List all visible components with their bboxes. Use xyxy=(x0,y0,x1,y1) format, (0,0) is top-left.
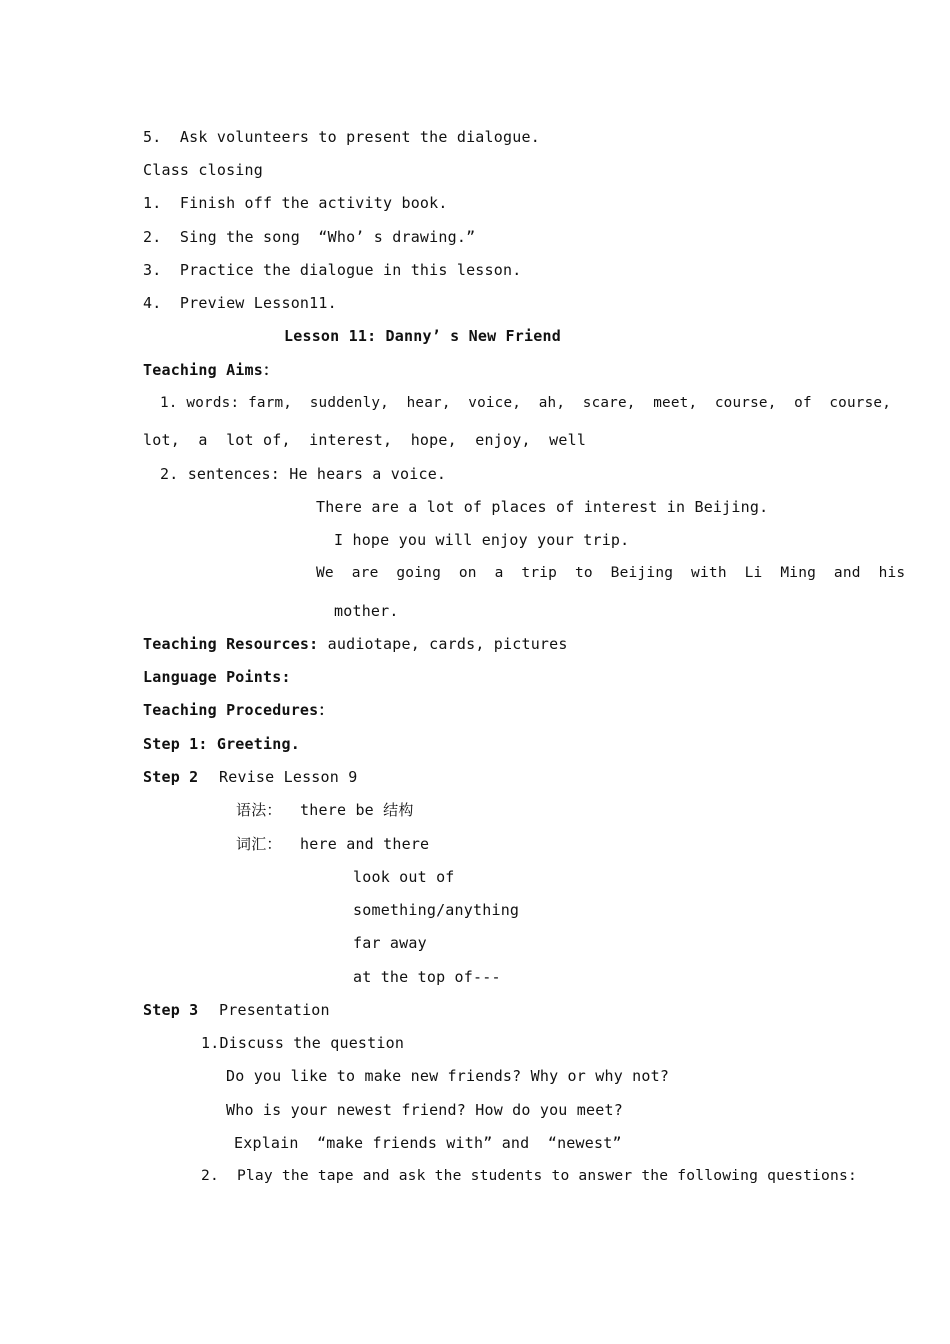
teaching-aims-label: Teaching Aims： xyxy=(143,361,279,379)
step-3-question-1: Do you like to make new friends? Why or why not? xyxy=(226,1067,670,1085)
vocab-item-1: look out of xyxy=(353,868,455,886)
aims-sentence-3: I hope you will enjoy your trip. xyxy=(334,531,630,549)
practice-item-5: 5. Ask volunteers to present the dialogue. xyxy=(143,128,540,146)
step-1-label: Step 1: Greeting. xyxy=(143,735,300,753)
step-3-text: Presentation xyxy=(219,1001,330,1019)
aims-sentence-2: There are a lot of places of interest in Beijing. xyxy=(316,498,769,516)
teaching-resources-value: audiotape, cards, pictures xyxy=(318,635,568,653)
step-2-label: Step 2 xyxy=(143,768,199,786)
step-2-vocab: 词汇： here and there xyxy=(236,835,430,853)
step-3-item-1: 1.Discuss the question xyxy=(201,1034,405,1052)
class-closing-item-4: 4. Preview Lesson11. xyxy=(143,294,337,312)
step-2-text: Revise Lesson 9 xyxy=(219,768,358,786)
vocab-item-2: something/anything xyxy=(353,901,520,919)
language-points-label: Language Points: xyxy=(143,668,291,686)
class-closing-item-3: 3. Practice the dialogue in this lesson. xyxy=(143,261,522,279)
aims-sentence-4-line-1: We are going on a trip to Beijing with Li Ming and his xyxy=(316,565,906,581)
step-3-item-2: 2. Play the tape and ask the students to answer the following questions: xyxy=(201,1167,857,1184)
aims-words-line-1: 1. words: farm, suddenly, hear, voice, ah, scare, meet, course, of course, xyxy=(160,395,892,411)
step-3-explain: Explain “make friends with” and “newest” xyxy=(234,1134,622,1152)
aims-sentence-4-line-2: mother. xyxy=(334,602,399,620)
step-3-label: Step 3 xyxy=(143,1001,199,1019)
lesson-title: Lesson 11: Danny’ s New Friend xyxy=(284,327,561,345)
teaching-procedures-label: Teaching Procedures： xyxy=(143,701,334,719)
class-closing-item-1: 1. Finish off the activity book. xyxy=(143,194,448,212)
step-3-question-2: Who is your newest friend? How do you meet? xyxy=(226,1101,623,1119)
vocab-item-3: far away xyxy=(353,934,427,952)
teaching-resources xyxy=(143,634,568,654)
step-2-grammar: 语法： there be 结构 xyxy=(236,801,414,819)
vocab-item-4: at the top of--- xyxy=(353,968,501,986)
aims-sentences-intro: 2. sentences: He hears a voice. xyxy=(160,465,447,483)
aims-words-line-2: lot, a lot of, interest, hope, enjoy, well xyxy=(143,431,587,449)
class-closing-item-2: 2. Sing the song “Who’ s drawing.” xyxy=(143,228,476,246)
class-closing-heading: Class closing xyxy=(143,161,263,179)
teaching-resources-label: Teaching Resources: xyxy=(143,635,319,653)
